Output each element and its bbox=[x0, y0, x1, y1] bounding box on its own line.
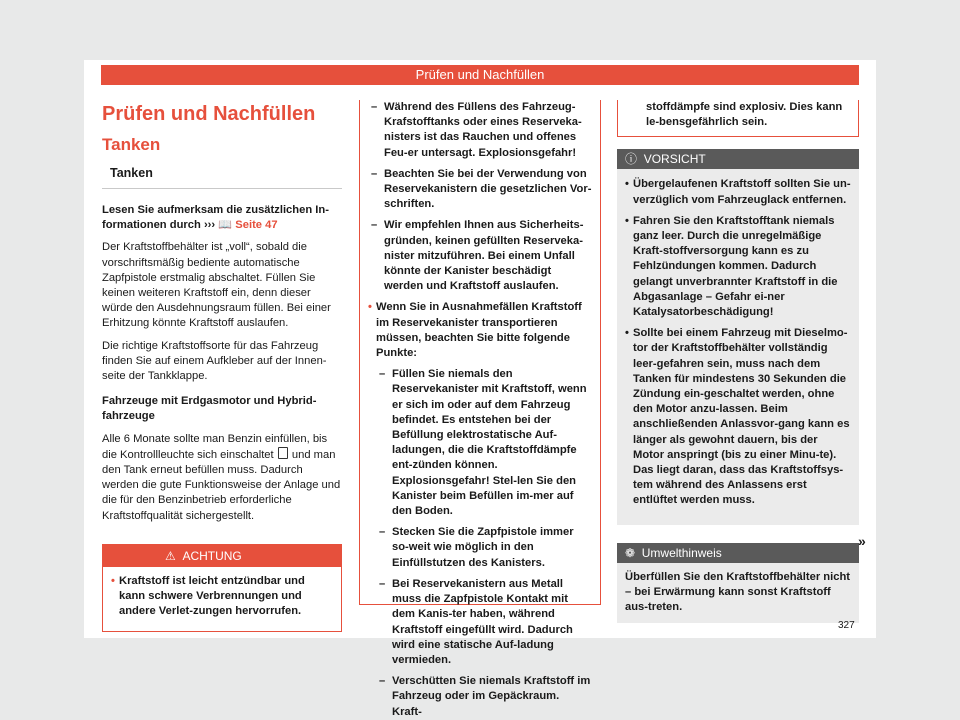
caution-text: Sollte bei einem Fahrzeug mit Dieselmo-tor der Kraftstoffbehälter vollständig leer-gefahren sein, muss nach dem Tanken für mindestens 30 Sekunden die Zündung ein-geschaltet werden, ohne den Motor anzu-lassen. Beim anschließenden Anlassvor-gang kann es länger als gewohnt dauern, bis der Motor anspringt (bis zu einer Minu-te). Das liegt daran, dass das Kraftstoffsys-tem während des Anlassens erst entlüftet werden muss. bbox=[633, 327, 850, 507]
warning-triangle-icon: ⚠ bbox=[165, 548, 176, 563]
column-3 bbox=[617, 100, 859, 623]
bullet-icon: • bbox=[368, 301, 372, 314]
environment-body: Überfüllen Sie den Kraftstoffbehälter nicht – bei Erwärmung kann sonst Kraftstoff aus-treten. bbox=[617, 563, 859, 624]
paragraph-gas-hybrid-a: Alle 6 Monate sollte man Benzin einfüllen, bis die Kontrollleuchte sich einschaltet bbox=[102, 432, 328, 461]
subheading-gas-hybrid: Fahrzeuge mit Erdgasmotor und Hybrid-fahrzeuge bbox=[102, 395, 317, 423]
chapter-subtitle: Tanken bbox=[102, 135, 161, 154]
warning-continuation-end: stoffdämpfe sind explosiv. Dies kann le-bensgefährlich sein. bbox=[617, 100, 859, 137]
warning-sub-item: – Füllen Sie niemals den Reservekanister mit Kraftstoff, wenn er sich im oder auf dem Fahrzeug befindet. Es entstehen bei der Befüllung elektrostatische Auf-ladungen, die die Kraftstoffdämpfe ent-zünden können. Explosionsgefahr! Stel-len Sie den Kanister beim Befüllen im-mer auf den Boden. bbox=[376, 367, 592, 519]
column-1 bbox=[102, 100, 342, 632]
caution-text: Übergelaufenen Kraftstoff sollten Sie un-verzüglich vom Fahrzeuglack entfernen. bbox=[633, 178, 851, 206]
section-title: Tanken bbox=[102, 164, 342, 189]
caution-item bbox=[625, 214, 851, 320]
paragraph-gas-hybrid bbox=[102, 432, 342, 524]
info-circle-icon: ⓘ bbox=[625, 152, 638, 167]
ref-arrows: ››› bbox=[203, 219, 216, 232]
caution-header bbox=[617, 149, 859, 169]
warning-bullet-text: Wenn Sie in Ausnahmefällen Kraftstoff im Reservekanister transportieren müssen, beachten Sie bitte folgende Punkte: bbox=[376, 301, 582, 360]
caution-item bbox=[625, 326, 851, 508]
warning-body bbox=[103, 567, 341, 632]
paragraph-fuel-type: Die richtige Kraftstoffsorte für das Fahrzeug finden Sie auf einem Aufkleber auf der Innen-seite der Tankklappe. bbox=[102, 339, 327, 383]
warning-dash-item: – Während des Füllens des Fahrzeug-Krafstofftanks oder eines Reserveka-nisters ist das Rauchen und offenes Feu-er untersagt. Explosionsgefahr! bbox=[368, 100, 592, 161]
continue-arrow-icon: » bbox=[858, 533, 866, 549]
book-icon: 📖 bbox=[218, 219, 233, 232]
bullet-icon: • bbox=[625, 327, 629, 340]
page-title: Prüfen und Nachfüllen bbox=[102, 103, 316, 125]
warning-dash-item: – Beachten Sie bei der Verwendung von Reservekanistern die gesetzlichen Vor-schriften. bbox=[368, 167, 592, 213]
page-reference-link[interactable]: Seite 47 bbox=[235, 219, 278, 232]
leaf-flower-icon: ❁ bbox=[625, 545, 636, 560]
warning-title: ACHTUNG bbox=[182, 548, 242, 563]
caution-text: Fahren Sie den Kraftstofftank niemals ganz leer. Durch die unregelmäßige Kraft-stoffversorgung kann es zu Fehlzündungen kommen. Dadurch gelangt unverbrannter Kraftstoff in die Abgasanlage – Gefahr ei-ner Katalysatorbeschädigung! bbox=[633, 214, 838, 319]
paragraph-gas-hybrid-b: und man den Tank erneut befüllen muss. Dadurch werden die gute Funktionsweise der Anlage und die für den Benzinbetrieb erforderliche Kraftstoffqualität sichergestellt. bbox=[102, 448, 341, 522]
warning-box bbox=[102, 544, 342, 633]
warning-continuation-box bbox=[359, 100, 601, 718]
bullet-icon: • bbox=[625, 214, 629, 227]
page-number: 327 bbox=[838, 620, 855, 631]
warning-sub-item: – Stecken Sie die Zapfpistole immer so-weit wie möglich in den Einfüllstutzen des Kanisters. bbox=[376, 525, 592, 571]
caution-title: VORSICHT bbox=[643, 152, 706, 167]
warning-sub-item: – Verschütten Sie niemals Kraftstoff im Fahrzeug oder im Gepäckraum. Kraft- bbox=[376, 674, 592, 720]
warning-item bbox=[111, 574, 333, 620]
column-2 bbox=[359, 100, 601, 718]
warning-text: Kraftstoff ist leicht entzündbar und kann schwere Verbrennungen und andere Verlet-zungen hervorrufen. bbox=[119, 574, 305, 618]
caution-item bbox=[625, 177, 851, 207]
environment-header bbox=[617, 543, 859, 563]
paragraph-fill-level: Der Kraftstoffbehälter ist „voll“, sobald die vorschriftsmäßig bediente automatische Zapfpistole erstmalig abschaltet. Füllen Sie keinen weiteren Kraftstoff ein, denn dieser würde den Ausdehnungsraum füllen. Bei einer Erhitzung könnte Kraftstoff auslaufen. bbox=[102, 241, 331, 330]
caution-body bbox=[617, 169, 859, 524]
intro-paragraph bbox=[102, 203, 342, 233]
fuel-pump-icon bbox=[278, 447, 288, 459]
environment-title: Umwelthinweis bbox=[641, 545, 722, 560]
warning-sub-item: – Bei Reservekanistern aus Metall muss die Zapfpistole Kontakt mit dem Kanis-ter haben, während Kraftstoff eingefüllt wird. Dadurch wird eine statische Auf-ladung vermieden. bbox=[376, 577, 592, 668]
bullet-icon: • bbox=[111, 574, 115, 587]
warning-header bbox=[103, 545, 341, 567]
chapter-header: Prüfen und Nachfüllen bbox=[101, 65, 859, 85]
warning-dash-item: – Wir empfehlen Ihnen aus Sicherheits-gründen, keinen gefüllten Reserveka-nister mitzuführen. Bei einem Unfall könnte der Kanister beschädigt werden und Kraftstoff auslaufen. bbox=[368, 218, 592, 294]
warning-bullet-item bbox=[368, 300, 592, 361]
bullet-icon: • bbox=[625, 178, 629, 191]
intro-text: Lesen Sie aufmerksam die zusätzlichen In-formationen durch bbox=[102, 204, 329, 232]
